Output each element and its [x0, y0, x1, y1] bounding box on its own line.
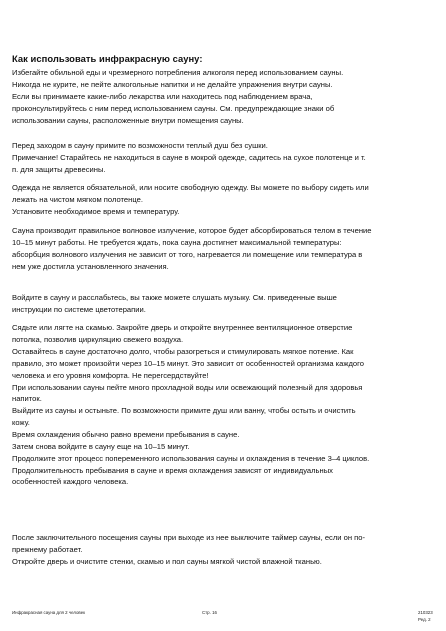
text-line: Время охлаждения обычно равно времени пребывания в сауне. [12, 429, 240, 439]
text-line: человека и его уровня комфорта. Не перегсердствуйте! [12, 370, 209, 380]
text-line: Установите необходимое время и температуру. [12, 206, 180, 216]
text-line: При использовании сауны пейте много прохладной воды или освежающий полезный для здоровья [12, 382, 363, 392]
text-line: После заключительного посещения сауны при выходе из нее выключите таймер сауны, если он по- [12, 533, 366, 542]
text-line: Выйдите из сауны и остыньте. По возможности примите душ или ванну, чтобы остыть и очистить [12, 406, 356, 415]
text-line: кожу. [12, 417, 30, 427]
text-line: прежнему работает. [12, 544, 83, 554]
text-line: Продолжите этот процесс попеременного использования сауны и охлаждения в течение 3–4 циклов. [12, 453, 370, 463]
text-line: абсорбция волнового излучения не зависит от того, нагревается ли помещение или температура в [12, 249, 363, 259]
text-line: Откройте дверь и очистите стенки, скамью и пол сауны мягкой чистой влажной тканью. [12, 556, 322, 566]
footer-date-code: 210323 [418, 610, 433, 615]
footer-document-name: Инфракрасная сауна для 2 человек [12, 610, 86, 615]
paragraph-cooldown [12, 405, 436, 488]
text-line: нем уже достигла установленного значения. [12, 261, 169, 271]
text-line: Войдите в сауну и расслабьтесь, вы также можете слушать музыку. См. приведенные выше [12, 293, 337, 302]
footer-revision: Ред. 2 [418, 617, 431, 622]
text-line: лежать на чистом мягком полотенце. [12, 194, 143, 204]
text-line: Сауна производит правильное волновое излучение, которое будет абсорбироваться телом в течение [12, 226, 372, 235]
text-line: Сядьте или лягте на скамью. Закройте дверь и откройте внутреннее вентиляционное отверстие [12, 323, 353, 332]
section-title: Как использовать инфракрасную сауну: [12, 53, 203, 64]
paragraph-session [12, 322, 436, 405]
text-line: Перед заходом в сауну примите по возможности теплый душ без сушки. [12, 141, 268, 150]
paragraph-relax [12, 292, 436, 316]
text-line: Оставайтесь в сауне достаточно долго, чтобы разогреться и стимулировать мягкое потение. Как [12, 346, 354, 356]
text-line: напиток. [12, 394, 42, 404]
text-line: Если вы принимаете какие-либо лекарства или находитесь под наблюдением врача, [12, 91, 313, 101]
paragraph-radiation [12, 225, 436, 273]
text-line: особенностей каждого человека. [12, 477, 129, 487]
text-line: Затем снова войдите в сауну еще на 10–15 минут. [12, 441, 190, 451]
text-line: проконсультируйтесь с ним перед использованием сауны. См. предупреждающие знаки об [12, 103, 335, 113]
paragraph-clothing [12, 182, 436, 218]
text-line: п. для защиты древесины. [12, 164, 106, 174]
text-line: потолка, позволив циркуляцию свежего воздуха. [12, 334, 184, 344]
paragraph-shower [12, 140, 436, 176]
text-line: инструкции по системе цветотерапии. [12, 304, 146, 314]
text-line: использовании сауны, расположенные внутри помещения сауны. [12, 115, 244, 125]
text-line: Никогда не курите, не пейте алкогольные напитки и не делайте упражнения внутри сауны. [12, 79, 333, 89]
text-line: Одежда не является обязательной, или носите свободную одежду. Вы можете по выбору сидеть или [12, 183, 369, 192]
paragraph-preparation [12, 67, 436, 127]
text-line: Примечание! Старайтесь не находиться в сауне в мокрой одежде, садитесь на сухое полотенце и т. [12, 152, 366, 162]
footer-page-number: Стр. 16 [202, 610, 217, 615]
text-line: 10–15 минут работы. Не требуется ждать, пока сауна достигнет максимальной температуры: [12, 237, 342, 247]
text-line: правило, это может произойти через 10–15 минут. Это зависит от особенностей организма каждого [12, 358, 364, 368]
paragraph-finish [12, 532, 436, 568]
text-line: Избегайте обильной еды и чрезмерного потребления алкоголя перед использованием сауны. [12, 68, 344, 77]
text-line: Продолжительность пребывания в сауне и время охлаждения зависят от индивидуальных [12, 465, 333, 475]
